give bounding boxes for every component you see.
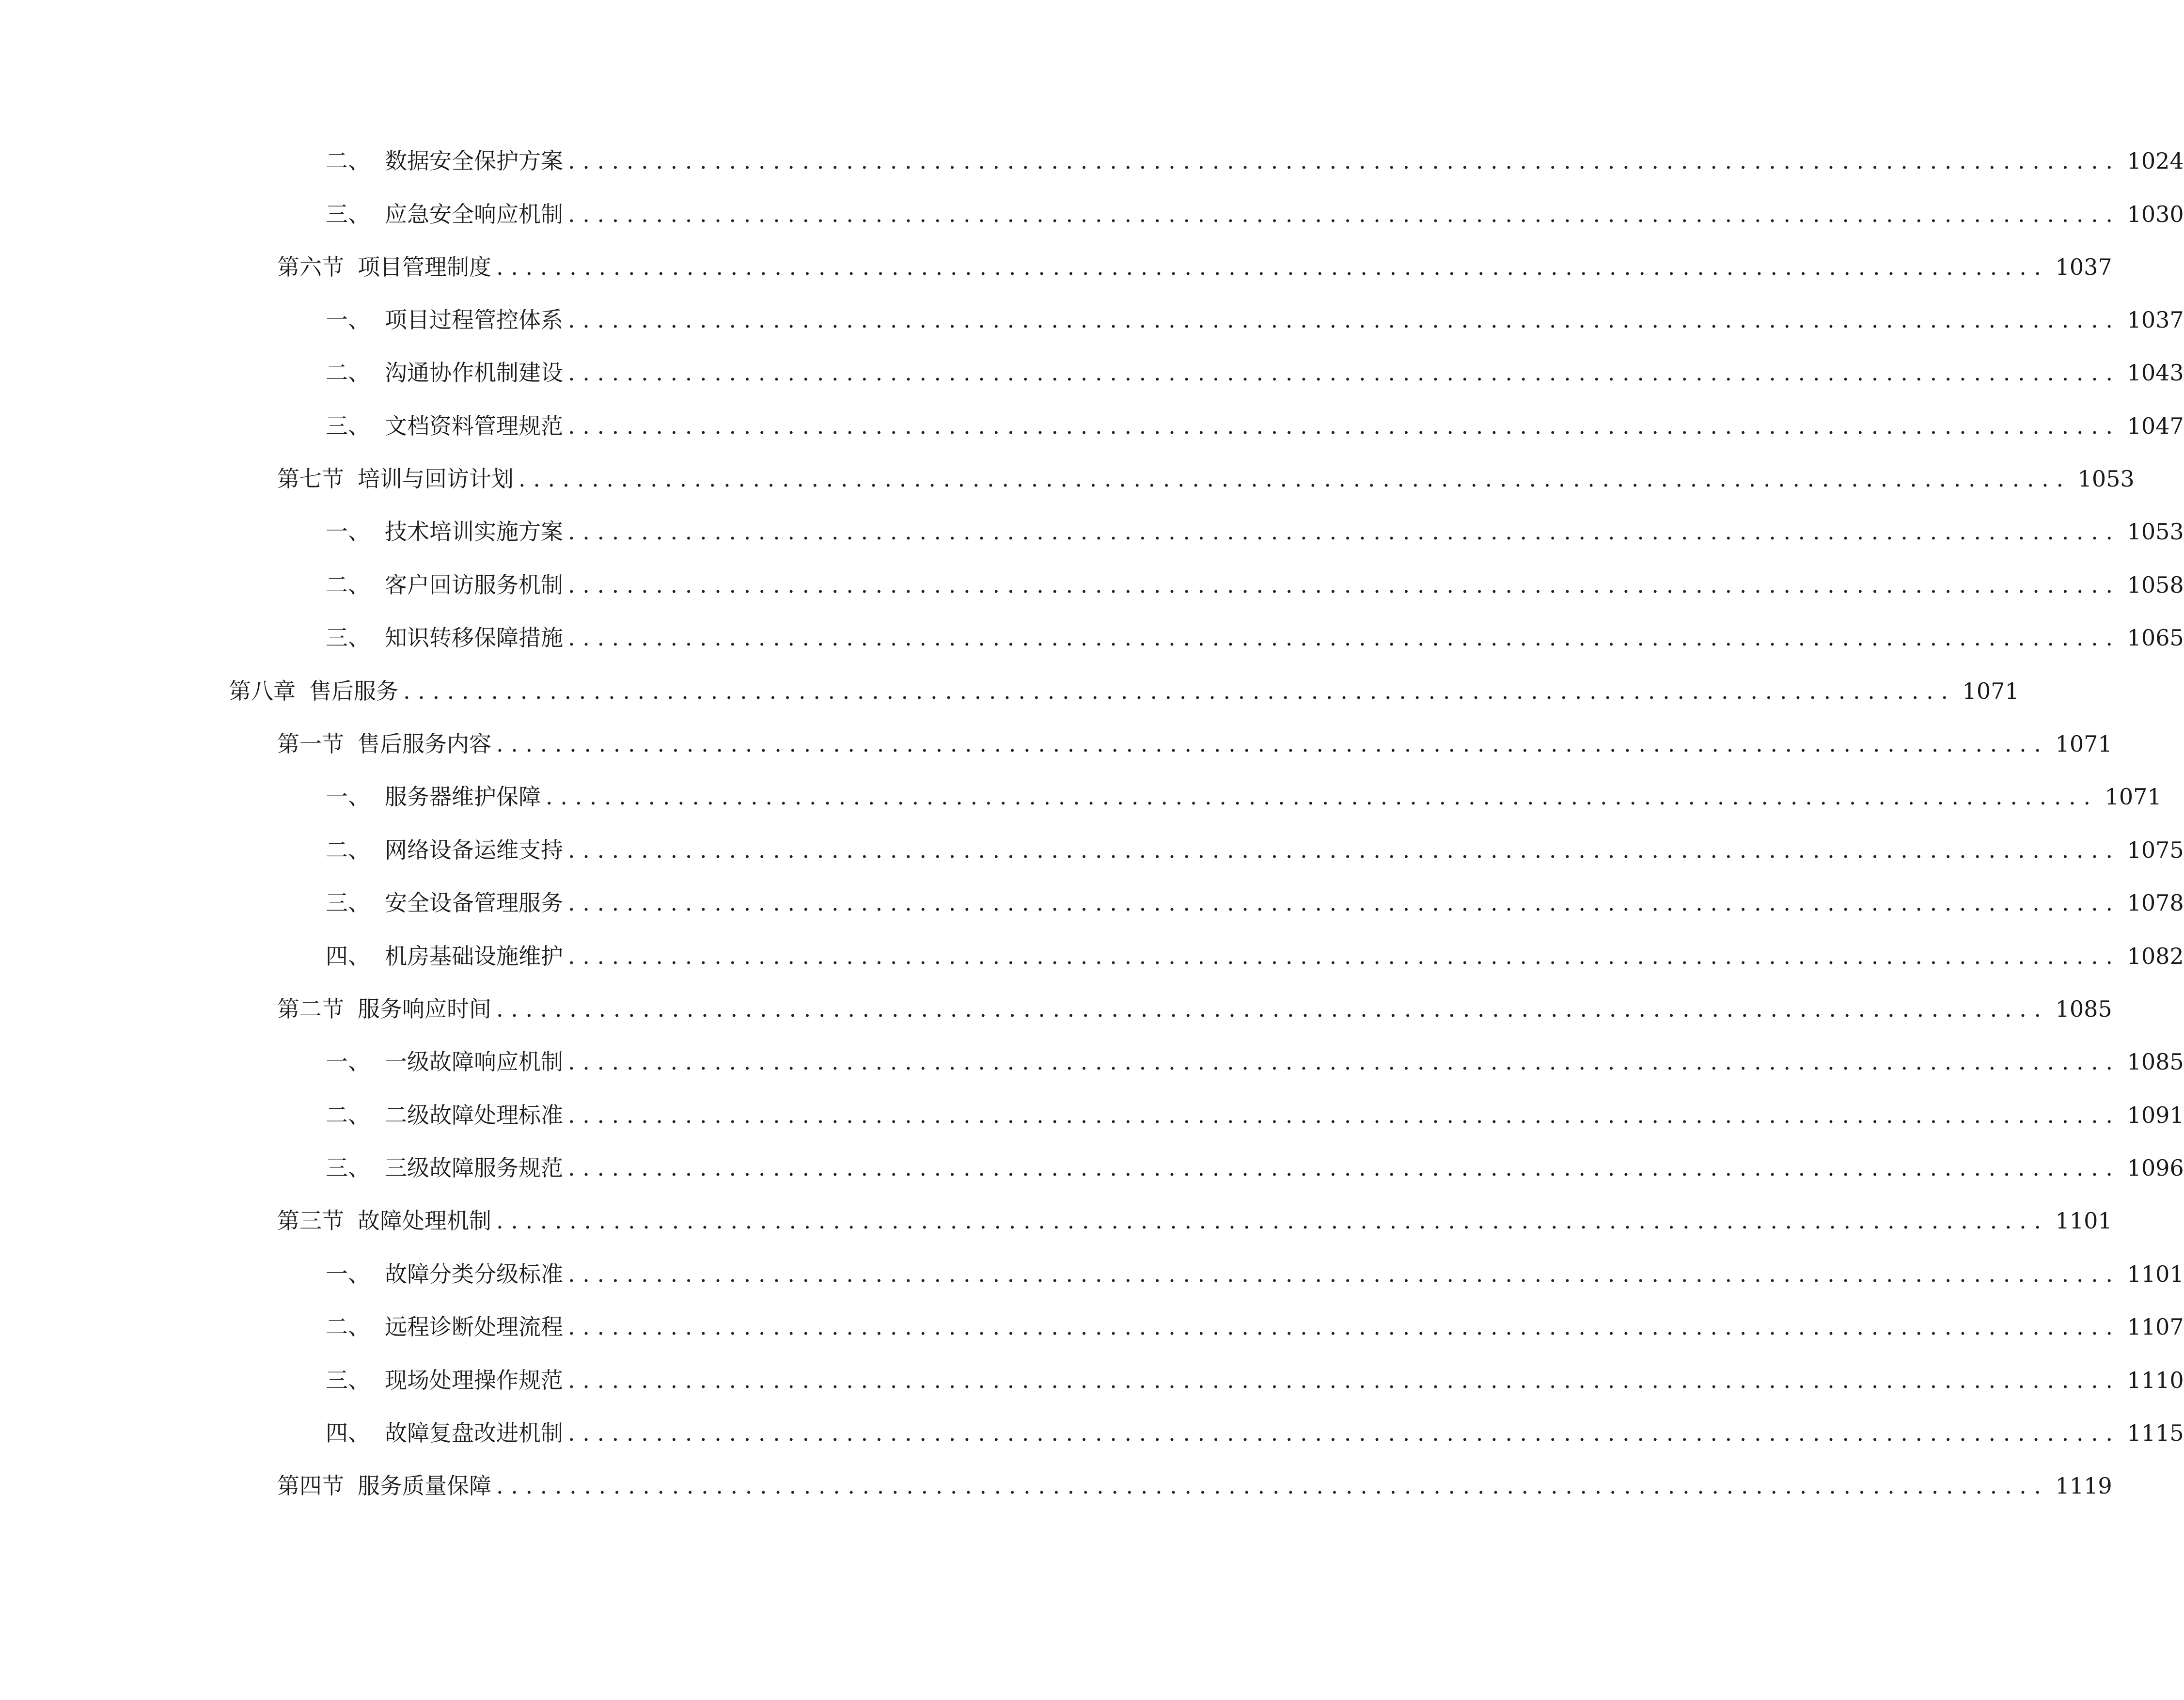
toc-entry-title: 安全设备管理服务: [385, 890, 563, 916]
toc-entry-title: 客户回访服务机制: [385, 572, 563, 598]
toc-entry[interactable]: [229, 674, 2019, 708]
dot-leader: ..........................................................................................................: [568, 1261, 2121, 1287]
toc-entry-number: 二、: [326, 148, 370, 174]
toc-entry-number: 第三节: [277, 1208, 344, 1234]
toc-entry-number: 第六节: [277, 254, 344, 280]
toc-entry-page: 1024: [2127, 148, 2184, 174]
toc-entry-number: 第八章: [229, 678, 296, 704]
dot-leader: ..........................................................................................................: [496, 996, 2049, 1022]
toc-entry-title: 机房基础设施维护: [385, 943, 563, 969]
toc-entry-page: 1071: [2055, 731, 2112, 757]
toc-entry-page: 1110: [2127, 1367, 2184, 1393]
toc-entry-page: 1030: [2127, 201, 2184, 227]
dot-leader: ..........................................................................................................: [568, 625, 2121, 651]
toc-entry[interactable]: [277, 992, 2112, 1026]
toc-entry[interactable]: [277, 1469, 2112, 1503]
toc-entry-number: 二、: [326, 1102, 370, 1128]
toc-entry-page: 1085: [2127, 1049, 2184, 1075]
toc-entry-page: 1115: [2127, 1420, 2184, 1446]
dot-leader: ..........................................................................................................: [568, 307, 2121, 333]
toc-entry-page: 1071: [2105, 784, 2162, 810]
dot-leader: ..........................................................................................................: [568, 1367, 2121, 1393]
toc-entry-title: 服务响应时间: [358, 996, 491, 1022]
toc-entry-page: 1037: [2055, 254, 2112, 280]
toc-entry[interactable]: [326, 356, 2184, 390]
toc-entry-title: 应急安全响应机制: [385, 201, 563, 227]
toc-entry-number: 第四节: [277, 1473, 344, 1499]
toc-entry-title: 故障复盘改进机制: [385, 1420, 563, 1446]
toc-entry-title: 网络设备运维支持: [385, 837, 563, 863]
toc-entry-number: 一、: [326, 519, 370, 545]
toc-entry-page: 1101: [2127, 1261, 2184, 1287]
toc-entry-number: 一、: [326, 1261, 370, 1287]
toc-entry[interactable]: [326, 1363, 2184, 1397]
toc-entry-title: 沟通协作机制建设: [385, 360, 563, 386]
toc-entry-title: 远程诊断处理流程: [385, 1314, 563, 1340]
dot-leader: ..........................................................................................................: [403, 678, 1956, 704]
toc-entry-number: 二、: [326, 837, 370, 863]
toc-entry[interactable]: [326, 1098, 2184, 1132]
dot-leader: ..........................................................................................................: [568, 890, 2121, 916]
toc-entry-page: 1091: [2127, 1102, 2184, 1128]
toc-entry[interactable]: [326, 886, 2184, 920]
toc-entry-page: 1119: [2055, 1473, 2112, 1499]
dot-leader: ..........................................................................................................: [546, 784, 2098, 810]
dot-leader: ..........................................................................................................: [568, 201, 2121, 227]
toc-entry-number: 第一节: [277, 731, 344, 757]
toc-entry-number: 二、: [326, 572, 370, 598]
toc-entry-page: 1053: [2077, 466, 2135, 492]
toc-entry[interactable]: [326, 1310, 2184, 1344]
toc-entry[interactable]: [326, 939, 2184, 973]
toc-entry[interactable]: [326, 833, 2184, 867]
toc-entry-number: 第七节: [277, 466, 344, 492]
toc-entry-number: 三、: [326, 201, 370, 227]
toc-entry-page: 1085: [2055, 996, 2112, 1022]
toc-entry[interactable]: [326, 1151, 2184, 1185]
toc-entry-page: 1096: [2127, 1155, 2184, 1181]
toc-entry-number: 二、: [326, 360, 370, 386]
toc-entry[interactable]: [277, 250, 2112, 284]
toc-entry[interactable]: [326, 568, 2184, 602]
toc-entry-number: 一、: [326, 784, 370, 810]
toc-entry-title: 故障分类分级标准: [385, 1261, 563, 1287]
toc-entry-page: 1101: [2055, 1208, 2112, 1234]
dot-leader: ..........................................................................................................: [519, 466, 2071, 492]
toc-entry-title: 知识转移保障措施: [385, 625, 563, 651]
toc-entry-title: 技术培训实施方案: [385, 519, 563, 545]
toc-entry[interactable]: [326, 621, 2184, 655]
toc-entry-number: 三、: [326, 413, 370, 439]
toc-entry-title: 一级故障响应机制: [385, 1049, 563, 1075]
toc-entry[interactable]: [326, 780, 2162, 814]
dot-leader: ..........................................................................................................: [496, 254, 2049, 280]
toc-entry-title: 文档资料管理规范: [385, 413, 563, 439]
dot-leader: ..........................................................................................................: [568, 1102, 2121, 1128]
dot-leader: ..........................................................................................................: [568, 413, 2121, 439]
toc-entry-page: 1078: [2127, 890, 2184, 916]
toc-entry-title: 售后服务内容: [358, 731, 491, 757]
toc-entry-title: 故障处理机制: [358, 1208, 491, 1234]
toc-entry-title: 项目过程管控体系: [385, 307, 563, 333]
dot-leader: ..........................................................................................................: [568, 360, 2121, 386]
toc-entry[interactable]: [326, 303, 2184, 337]
dot-leader: ..........................................................................................................: [496, 1473, 2049, 1499]
dot-leader: ..........................................................................................................: [568, 1049, 2121, 1075]
toc-entry-page: 1037: [2127, 307, 2184, 333]
toc-entry[interactable]: [277, 1204, 2112, 1238]
dot-leader: ..........................................................................................................: [496, 1208, 2049, 1234]
toc-entry[interactable]: [277, 462, 2135, 496]
toc-entry-number: 一、: [326, 307, 370, 333]
toc-entry-number: 四、: [326, 1420, 370, 1446]
toc-entry-number: 三、: [326, 1367, 370, 1393]
toc-entry-page: 1075: [2127, 837, 2184, 863]
toc-entry-number: 三、: [326, 625, 370, 651]
toc-entry[interactable]: [326, 515, 2184, 549]
dot-leader: ..........................................................................................................: [568, 943, 2121, 969]
toc-entry-title: 数据安全保护方案: [385, 148, 563, 174]
toc-entry[interactable]: [326, 144, 2184, 178]
dot-leader: ..........................................................................................................: [568, 148, 2121, 174]
toc-entry-page: 1053: [2127, 519, 2184, 545]
toc-entry[interactable]: [326, 409, 2184, 443]
toc-entry-page: 1071: [1962, 678, 2019, 704]
toc-entry-number: 第二节: [277, 996, 344, 1022]
toc-entry-title: 项目管理制度: [358, 254, 491, 280]
dot-leader: ..........................................................................................................: [568, 572, 2121, 598]
dot-leader: ..........................................................................................................: [568, 837, 2121, 863]
toc-entry-number: 二、: [326, 1314, 370, 1340]
dot-leader: ..........................................................................................................: [568, 1155, 2121, 1181]
toc-entry-title: 三级故障服务规范: [385, 1155, 563, 1181]
toc-entry-page: 1082: [2127, 943, 2184, 969]
toc-entry[interactable]: [326, 1045, 2184, 1079]
toc-entry-page: 1107: [2127, 1314, 2184, 1340]
toc-entry[interactable]: [326, 1257, 2184, 1291]
toc-entry-title: 售后服务: [309, 678, 398, 704]
toc-entry[interactable]: [277, 727, 2112, 761]
toc-entry-title: 培训与回访计划: [358, 466, 514, 492]
toc-entry-page: 1065: [2127, 625, 2184, 651]
toc-entry-number: 一、: [326, 1049, 370, 1075]
toc-entry-number: 四、: [326, 943, 370, 969]
toc-entry[interactable]: [326, 1416, 2184, 1450]
dot-leader: ..........................................................................................................: [568, 1314, 2121, 1340]
toc-entry-title: 服务器维护保障: [385, 784, 541, 810]
dot-leader: ..........................................................................................................: [568, 519, 2121, 545]
toc-entry-title: 现场处理操作规范: [385, 1367, 563, 1393]
toc-entry-page: 1043: [2127, 360, 2184, 386]
toc-entry-title: 服务质量保障: [358, 1473, 491, 1499]
toc-entry-title: 二级故障处理标准: [385, 1102, 563, 1128]
toc-entry-number: 三、: [326, 1155, 370, 1181]
toc-entry-page: 1058: [2127, 572, 2184, 598]
toc-entry-page: 1047: [2127, 413, 2184, 439]
toc-entry[interactable]: [326, 197, 2184, 231]
dot-leader: ..........................................................................................................: [496, 731, 2049, 757]
dot-leader: ..........................................................................................................: [568, 1420, 2121, 1446]
toc-entry-number: 三、: [326, 890, 370, 916]
